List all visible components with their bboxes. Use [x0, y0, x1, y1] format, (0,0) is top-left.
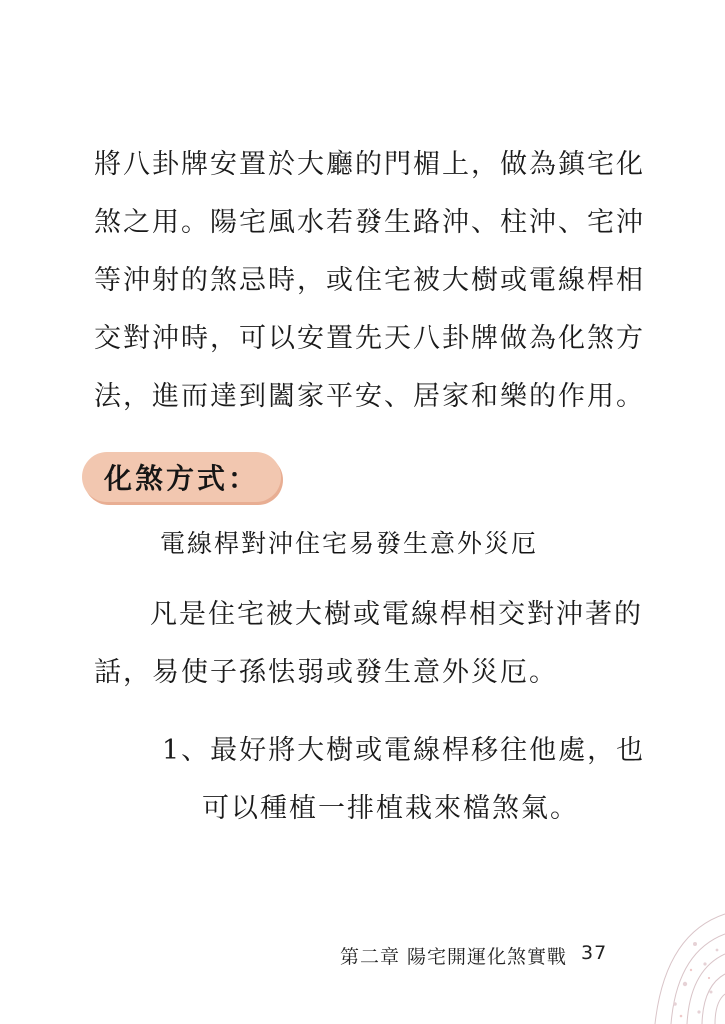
section-subheading: 電線桿對沖住宅易發生意外災厄: [160, 529, 539, 558]
section-heading: 化煞方式：: [104, 462, 260, 495]
decorative-fan-ornament: [605, 874, 725, 1024]
list-item-line: 可以種植一排植栽來檔煞氣。: [202, 793, 579, 824]
section-heading-badge: [82, 452, 281, 502]
intro-line: 將八卦牌安置於大廳的門楣上，做為鎮宅化: [94, 149, 645, 180]
intro-line: 交對沖時，可以安置先天八卦牌做為化煞方: [94, 323, 645, 354]
intro-line: 法，進而達到闔家平安、居家和樂的作用。: [94, 381, 645, 412]
page-footer: [340, 942, 607, 969]
intro-line: 等沖射的煞忌時，或住宅被大樹或電線桿相: [94, 265, 645, 296]
list-item-line: 1、最好將大樹或電線桿移往他處，也: [162, 735, 646, 766]
chapter-title: 第二章 陽宅開運化煞實戰: [340, 946, 568, 968]
body-paragraph: [94, 586, 654, 702]
body-line: 凡是住宅被大樹或電線桿相交對沖著的: [150, 599, 643, 630]
body-line: 話，易使子孫怯弱或發生意外災厄。: [94, 657, 558, 688]
list-item: [162, 722, 646, 838]
intro-line: 煞之用。陽宅風水若發生路沖、柱沖、宅沖: [94, 207, 645, 238]
intro-paragraph: [94, 136, 654, 426]
page-number: 37: [581, 942, 608, 964]
